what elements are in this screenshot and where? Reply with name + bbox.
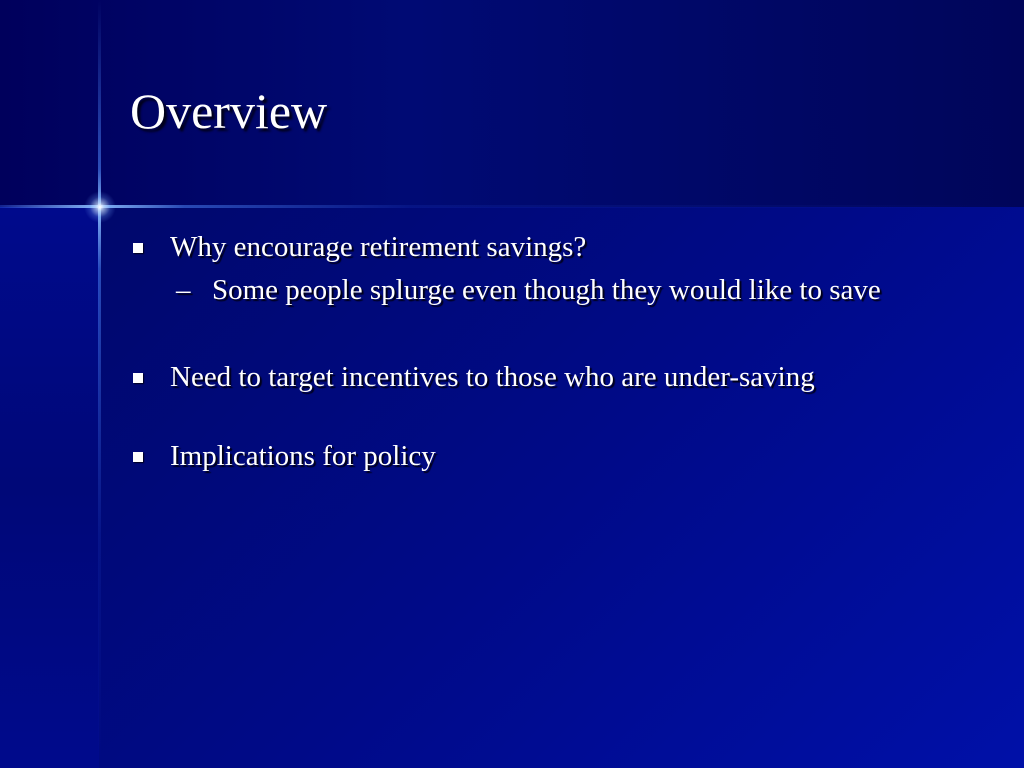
sub-bullet-text: Some people splurge even though they would like to save bbox=[212, 274, 881, 307]
bullet-item bbox=[130, 437, 950, 476]
sub-bullet-item bbox=[176, 271, 950, 310]
bullet-text: Why encourage retirement savings? bbox=[170, 231, 587, 263]
dash-marker: – bbox=[176, 274, 191, 307]
bullet-item bbox=[130, 228, 950, 267]
bullet-item bbox=[130, 358, 950, 397]
square-bullet-icon bbox=[133, 373, 143, 383]
bullet-text: Implications for policy bbox=[170, 440, 436, 473]
left-band bbox=[0, 207, 99, 768]
sparkle-icon bbox=[84, 191, 116, 223]
horizontal-divider-line bbox=[0, 205, 1024, 208]
bullet-text: Need to target incentives to those who are under-saving bbox=[170, 361, 815, 394]
bullet-list bbox=[130, 228, 950, 477]
square-bullet-icon bbox=[133, 452, 143, 462]
vertical-divider-line bbox=[98, 0, 101, 768]
slide-title: Overview bbox=[130, 83, 328, 139]
square-bullet-icon bbox=[133, 243, 143, 253]
